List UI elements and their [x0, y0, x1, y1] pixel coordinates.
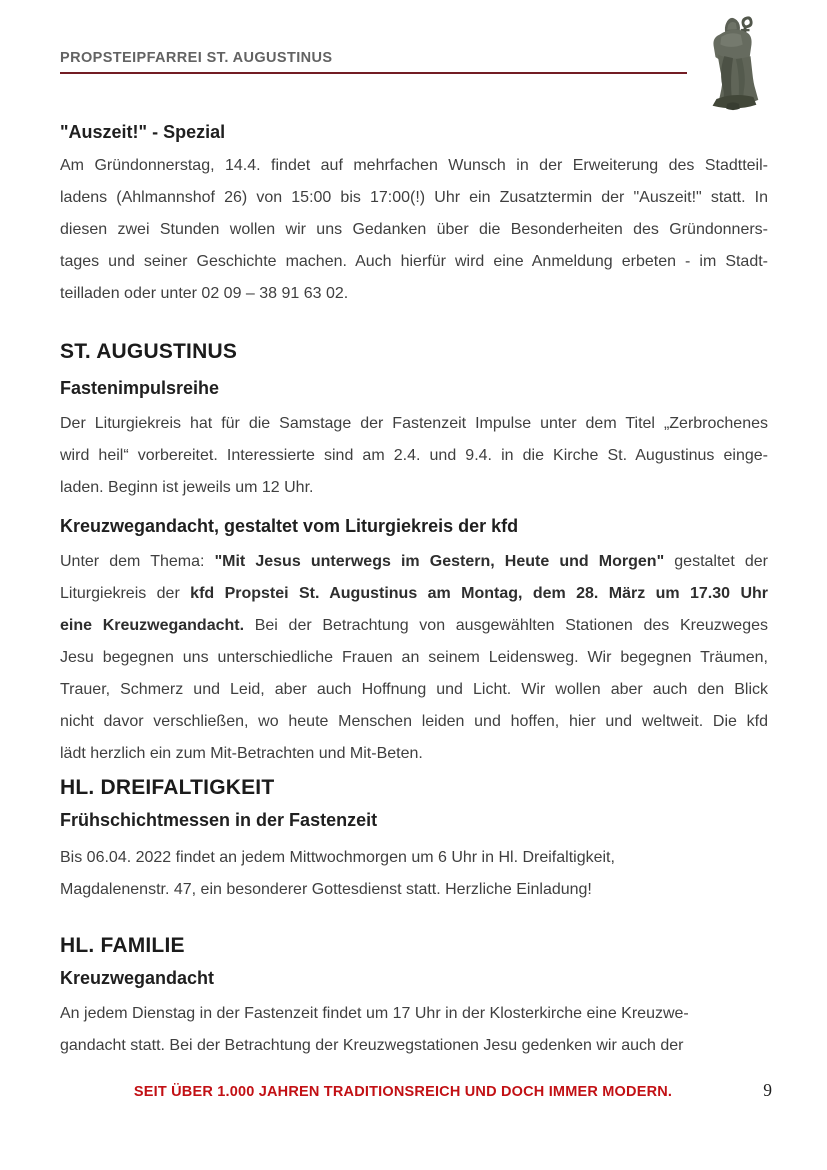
paragraph-line [60, 472, 768, 504]
heading-fastenimpulsreihe: Fastenimpulsreihe [60, 378, 220, 398]
heading-kreuzwegandacht-familie: Kreuzwegandacht [60, 968, 215, 988]
page-number: 9 [763, 1080, 772, 1100]
header-title-block [60, 50, 687, 74]
text-run: lädt herzlich ein zum Mit-Betrachten und Mit-Beten. [60, 745, 423, 762]
text-run: teilladen oder unter 02 09 – 38 91 63 02. [60, 285, 349, 302]
text-run: An jedem Dienstag in der Fastenzeit findet um 17 Uhr in der Klosterkirche eine Kreuzwe- [60, 1005, 689, 1022]
page-footer [60, 1080, 772, 1101]
paragraph-line [60, 246, 768, 278]
text-run: Am Gründonnerstag, 14.4. findet auf mehrfachen Wunsch in der Erweiterung des Stadtteil- [60, 157, 768, 174]
text-run: Bis 06.04. 2022 findet an jedem Mittwochmorgen um 6 Uhr in Hl. Dreifaltigkeit, [60, 849, 615, 866]
paragraph-fruehschichtmessen [60, 842, 768, 906]
text-run: Bei der Betrachtung von ausgewählten Stationen des Kreuzweges [244, 617, 768, 634]
paragraph-line [60, 738, 768, 770]
text-run: wird heil“ vorbereitet. Interessierte sind am 2.4. und 9.4. in die Kirche St. Augustinus einge- [60, 447, 768, 464]
heading-hl-familie: HL. FAMILIE [60, 934, 185, 957]
bishop-statue-icon [698, 12, 768, 112]
paragraph-fastenimpulsreihe [60, 408, 768, 504]
text-run: laden. Beginn ist jeweils um 12 Uhr. [60, 479, 314, 496]
heading-fruehschichtmessen: Frühschichtmessen in der Fastenzeit [60, 810, 378, 830]
paragraph-line [60, 214, 768, 246]
header-title: PROPSTEIPFARREI ST. AUGUSTINUS [60, 50, 333, 66]
heading-auszeit-spezial: "Auszeit!" - Spezial [60, 122, 226, 142]
text-run: Jesu begegnen uns unterschiedliche Frauen an seinem Leidensweg. Wir begegnen Träumen, [60, 649, 768, 666]
text-run: Magdalenenstr. 47, ein besonderer Gottesdienst statt. Herzliche Einladung! [60, 881, 592, 898]
text-run: Unter dem Thema: [60, 553, 215, 570]
paragraph-line [60, 610, 768, 642]
paragraph-line [60, 546, 768, 578]
paragraph-line [60, 642, 768, 674]
paragraph-kreuzwegandacht-kfd [60, 546, 768, 770]
paragraph-line [60, 842, 768, 874]
text-run: ladens (Ahlmannshof 26) von 15:00 bis 17:00(!) Uhr ein Zusatztermin der "Auszeit!" statt. In [60, 189, 768, 206]
bold-text-run: "Mit Jesus unterwegs im Gestern, Heute und Morgen" [214, 553, 665, 570]
heading-hl-dreifaltigkeit: HL. DREIFALTIGKEIT [60, 776, 275, 799]
heading-kreuzwegandacht-kfd: Kreuzwegandacht, gestaltet vom Liturgiekreis der kfd [60, 516, 519, 536]
paragraph-kreuzwegandacht-familie [60, 998, 768, 1062]
paragraph-line [60, 182, 768, 214]
paragraph-line [60, 150, 768, 182]
text-run: diesen zwei Stunden wollen wir uns Gedanken über die Besonderheiten des Gründonners- [60, 221, 768, 238]
paragraph-line [60, 706, 768, 738]
bold-text-run: kfd Propstei St. Augustinus am Montag, dem 28. März um 17.30 Uhr [190, 585, 768, 602]
text-run: nicht davor verschließen, wo heute Menschen leiden und hoffen, hier und weltweit. Die kfd [60, 713, 768, 730]
text-run: gandacht statt. Bei der Betrachtung der Kreuzwegstationen Jesu gedenken wir auch der [60, 1037, 684, 1054]
paragraph-line [60, 278, 768, 310]
text-run: gestaltet der [664, 553, 769, 570]
heading-st-augustinus: ST. AUGUSTINUS [60, 340, 238, 363]
footer-motto: SEIT ÜBER 1.000 JAHREN TRADITIONSREICH UND DOCH IMMER MODERN. [133, 1084, 673, 1100]
paragraph-line [60, 440, 768, 472]
text-run: Trauer, Schmerz und Leid, aber auch Hoffnung und Licht. Wir wollen aber auch den Blick [60, 681, 768, 698]
paragraph-line [60, 998, 768, 1030]
text-run: tages und seiner Geschichte machen. Auch hierfür wird eine Anmeldung erbeten - im Stadt- [60, 253, 768, 270]
paragraph-line [60, 408, 768, 440]
paragraph-line [60, 578, 768, 610]
paragraph-line [60, 874, 768, 906]
text-run: Der Liturgiekreis hat für die Samstage der Fastenzeit Impulse unter dem Titel „Zerbrochenes [60, 415, 768, 432]
paragraph-auszeit [60, 150, 768, 310]
paragraph-line [60, 674, 768, 706]
paragraph-line [60, 1030, 768, 1062]
bold-text-run: eine Kreuzwegandacht. [60, 617, 245, 634]
text-run: Liturgiekreis der [60, 585, 191, 602]
